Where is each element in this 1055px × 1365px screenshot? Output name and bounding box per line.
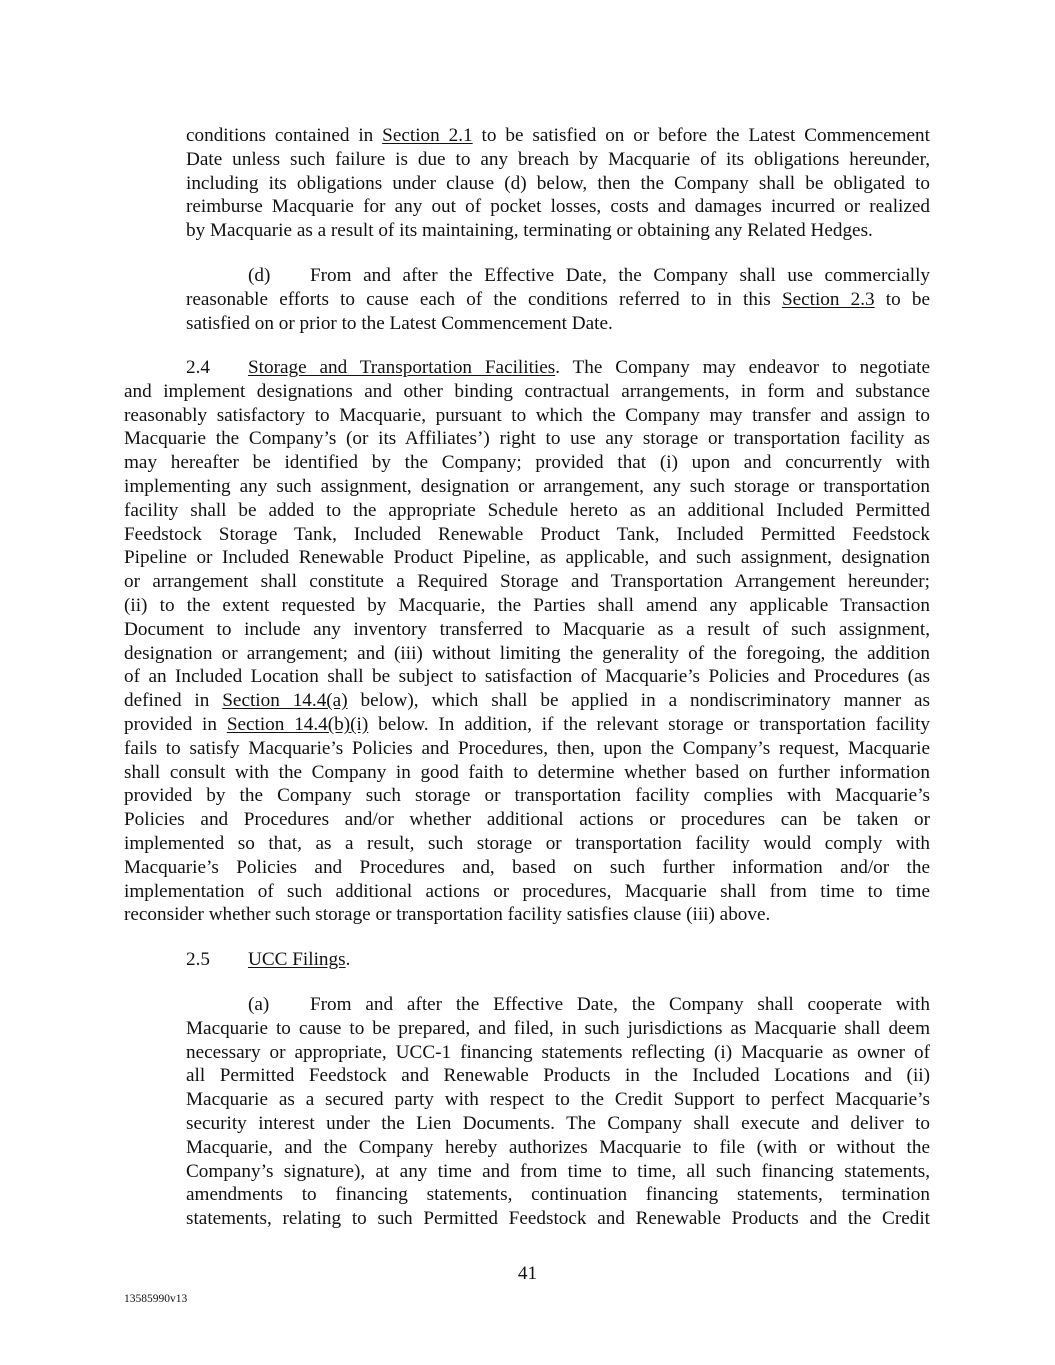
text-line [186,1112,930,1136]
text-line [186,148,930,172]
text-line [186,1207,930,1231]
text-line [186,124,930,148]
text-run: From and after the Effective Date, the Company shall cooperate with [310,994,930,1015]
clause-2-5-a-label: (a) [248,994,270,1015]
text-run: implementation of such additional actions or procedures, Macquarie shall from time to time [124,880,930,902]
text-run: or arrangement shall constitute a Required Storage and Transportation Arrangement hereunder; [124,571,930,593]
text-run: conditions contained in [186,125,383,146]
clause-d [186,264,930,335]
text-run: (ii) to the extent requested by Macquarie, the Parties shall amend any applicable Transaction [124,594,930,616]
text-line [186,1136,930,1160]
text-run: Macquarie, and the Company hereby authorizes Macquarie to file (with or without the [186,1136,930,1158]
text-line [124,713,930,737]
text-line [124,451,930,475]
text-run: Date unless such failure is due to any breach by Macquarie of its obligations hereunder, [186,148,930,170]
text-line [124,475,930,499]
section-cross-reference-link[interactable]: Section 2.1 [382,125,473,146]
text-run: to be [874,288,930,310]
text-line [186,1160,930,1184]
text-run: reconsider whether such storage or transportation facility satisfies clause (iii) above. [124,904,771,926]
text-line [124,499,930,523]
section-2-5-heading: UCC Filings [248,949,346,970]
text-run: to be satisfied on or before the Latest Commencement [472,125,930,146]
text-line [124,642,930,666]
text-line [186,1064,930,1088]
text-run: Pipeline or Included Renewable Product Pipeline, as applicable, and such assignment, designation [124,547,930,569]
section-cross-reference-link[interactable]: Section 14.4(b)(i) [226,713,369,735]
text-run: Macquarie the Company’s (or its Affiliates’) right to use any storage or transportation facility as [124,428,930,450]
text-line [124,856,930,880]
text-run: satisfied on or prior to the Latest Commencement Date. [186,312,613,334]
text-run: provided by the Company such storage or transportation facility complies with Macquarie’s [124,785,930,807]
text-run: may hereafter be identified by the Company; provided that (i) upon and concurrently with [124,452,930,474]
text-run: shall consult with the Company in good faith to determine whether based on further information [124,761,930,783]
text-line [186,172,930,196]
text-line [124,523,930,547]
text-line [124,618,930,642]
text-line [124,832,930,856]
text-line [124,570,930,594]
text-line [124,784,930,808]
clause-d-label: (d) [248,265,271,286]
text-line [186,1088,930,1112]
text-run: Macquarie’s Policies and Procedures and, based on such further information and/or the [124,856,930,878]
text-run: Macquarie as a secured party with respect to the Credit Support to perfect Macquarie’s [186,1089,930,1111]
text-line [186,1017,930,1041]
text-line [186,1041,930,1065]
text-run: . The Company may endeavor to negotiate [555,357,930,378]
text-line [124,380,930,404]
text-run: all Permitted Feedstock and Renewable Products in the Included Locations and (ii) [186,1065,930,1087]
text-run: From and after the Effective Date, the Company shall use commercially [310,265,930,286]
text-line [124,808,930,832]
text-line [186,195,930,219]
text-run: implementing any such assignment, designation or arrangement, any such storage or transportation [124,475,930,497]
clause-c-continuation [186,124,930,243]
section-2-4-number: 2.4 [186,357,210,378]
section-2-5-number: 2.5 [186,949,210,970]
text-run: Document to include any inventory transferred to Macquarie as a result of such assignment, [124,618,930,640]
text-line [124,404,930,428]
section-cross-reference-link[interactable]: Section 14.4(a) [222,690,348,712]
text-run: below. In addition, if the relevant storage or transportation facility [368,713,930,735]
text-run: reasonably satisfactory to Macquarie, pursuant to which the Company may transfer and assign to [124,404,930,426]
section-2-5-heading-line [186,948,930,972]
section-2-5 [186,948,930,972]
section-2-4-heading: Storage and Transportation Facilities [248,357,556,378]
section-2-4 [124,356,930,927]
clause-2-5-a-first-line [186,993,930,1017]
text-run: below), which shall be applied in a nondiscriminatory manner as [347,690,930,712]
section-2-4-first-line [124,356,930,380]
text-run: and implement designations and other binding contractual arrangements, in form and substance [124,380,930,402]
text-line [124,665,930,689]
text-line [124,594,930,618]
page-number: 41 [517,1263,538,1284]
text-line [124,427,930,451]
text-line [186,312,930,336]
text-run: designation or arrangement; and (iii) without limiting the generality of the foregoing, the addition [124,642,930,664]
text-run: Feedstock Storage Tank, Included Renewable Product Tank, Included Permitted Feedstock [124,523,930,545]
text-line [186,219,930,243]
text-line [124,689,930,713]
heading-period: . [345,949,351,970]
text-run: reasonable efforts to cause each of the conditions referred to in this [186,288,782,310]
text-run: security interest under the Lien Documents. The Company shall execute and deliver to [186,1112,930,1134]
text-run: statements, relating to such Permitted Feedstock and Renewable Products and the Credit [186,1208,930,1230]
clause-d-first-line [186,264,930,288]
text-run: fails to satisfy Macquarie’s Policies and Procedures, then, upon the Company’s request, Macquarie [124,737,930,759]
text-run: Policies and Procedures and/or whether additional actions or procedures can be taken or [124,809,930,831]
text-run: including its obligations under clause (d) below, then the Company shall be obligated to [186,172,930,194]
text-run: defined in [124,690,223,712]
text-run: amendments to financing statements, continuation financing statements, termination [186,1184,930,1206]
text-run: of an Included Location shall be subject to satisfaction of Macquarie’s Policies and Procedures (as [124,666,930,688]
text-line [124,737,930,761]
text-run: reimburse Macquarie for any out of pocket losses, costs and damages incurred or realized [186,196,930,218]
section-cross-reference-link[interactable]: Section 2.3 [781,288,875,310]
text-run: by Macquarie as a result of its maintaining, terminating or obtaining any Related Hedges. [186,220,873,242]
text-run: necessary or appropriate, UCC-1 financing statements reflecting (i) Macquarie as owner of [186,1041,930,1063]
text-run: Macquarie to cause to be prepared, and filed, in such jurisdictions as Macquarie shall deem [186,1017,930,1039]
text-line [186,1183,930,1207]
text-line [186,288,930,312]
text-run: Company’s signature), at any time and from time to time, all such financing statements, [186,1160,930,1182]
text-run: implemented so that, as a result, such storage or transportation facility would comply with [124,832,930,854]
document-id: 13585990v13 [124,1293,188,1305]
text-line [124,903,930,927]
text-line [124,761,930,785]
text-line [124,880,930,904]
clause-2-5-a [186,993,930,1231]
text-run: facility shall be added to the appropriate Schedule hereto as an additional Included Permitted [124,499,930,521]
text-line [124,546,930,570]
text-run: provided in [124,713,227,735]
